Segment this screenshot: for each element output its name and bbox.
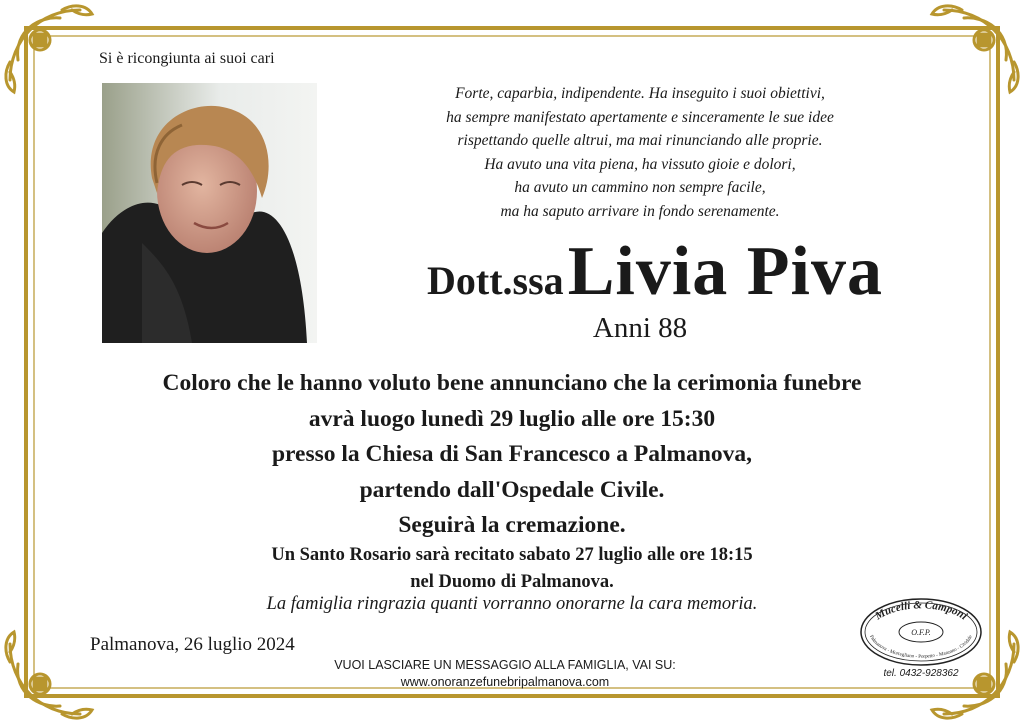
svg-text:Palmanova - Mortegliano - Porp bbox=[868, 634, 974, 660]
family-thanks: La famiglia ringrazia quanti vorranno onorarne la cara memoria. bbox=[266, 594, 758, 614]
announcement bbox=[62, 366, 962, 544]
announcement-line: partendo dall'Ospedale Civile. bbox=[359, 476, 665, 503]
announcement-line: Coloro che le hanno voluto bene annunciano che la cerimonia funebre bbox=[162, 370, 862, 396]
message-label: VUOI LASCIARE UN MESSAGGIO ALLA FAMIGLIA, VAI SU: bbox=[334, 658, 676, 672]
message-footer bbox=[300, 657, 710, 691]
website-link[interactable]: www.onoranzefunebripalmanova.com bbox=[400, 675, 610, 689]
poem-line: ma ha saputo arrivare in fondo serenamente. bbox=[500, 202, 780, 220]
poem bbox=[360, 82, 920, 223]
announcement-line: Seguirà la cremazione. bbox=[398, 512, 626, 538]
agency-name: Mucelli & Camponi bbox=[873, 599, 970, 623]
svg-text:Mucelli & Camponi bbox=[872, 599, 970, 623]
poem-line: Ha avuto una vita piena, ha vissuto gioie e dolori, bbox=[484, 155, 796, 173]
honorific-title: Dott.ssa bbox=[427, 258, 564, 303]
announcement-line: presso la Chiesa di San Francesco a Palmanova, bbox=[271, 441, 753, 467]
agency-towns: Palmanova - Mortegliano - Porpetto - Manzano - Cividale bbox=[868, 634, 974, 660]
announcement-line: avrà luogo lunedì 29 luglio alle ore 15:30 bbox=[308, 405, 716, 432]
place-date: Palmanova, 26 luglio 2024 bbox=[90, 634, 295, 655]
agency-phone: tel. 0432-928362 bbox=[883, 668, 959, 679]
poem-line: ha sempre manifestato apertamente e sinceramente le sue idee bbox=[446, 108, 834, 126]
intro-text: Si è ricongiunta ai suoi cari bbox=[99, 50, 275, 67]
agency-logo bbox=[858, 596, 984, 668]
deceased-name: Livia Piva bbox=[567, 233, 883, 310]
portrait-photo bbox=[102, 83, 317, 343]
deceased-name-line bbox=[330, 232, 980, 312]
poem-line: rispettando quelle altrui, ma mai rinunciando alle proprie. bbox=[457, 132, 823, 149]
age: Anni 88 bbox=[592, 312, 688, 344]
rosary-line: nel Duomo di Palmanova. bbox=[410, 572, 614, 592]
poem-line: Forte, caparbia, indipendente. Ha inseguito i suoi obiettivi, bbox=[455, 85, 825, 102]
rosary-notice bbox=[112, 542, 912, 596]
poem-line: ha avuto un cammino non sempre facile, bbox=[514, 179, 766, 196]
agency-initials: O.F.P. bbox=[911, 628, 931, 637]
rosary-line: Un Santo Rosario sarà recitato sabato 27 luglio alle ore 18:15 bbox=[271, 545, 753, 565]
